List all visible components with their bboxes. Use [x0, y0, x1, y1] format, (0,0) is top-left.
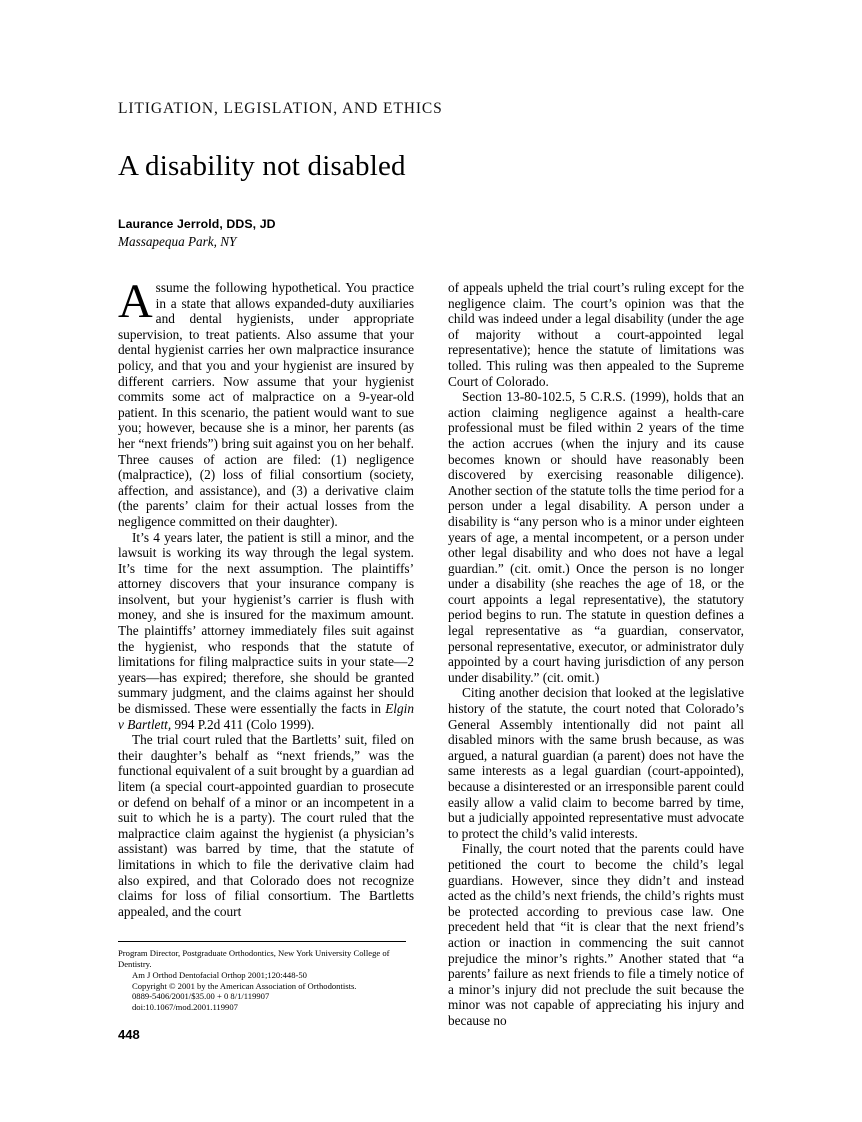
paragraph-text: It’s 4 years later, the patient is still a minor, and the lawsuit is working its way through the legal system. It’s time for the next assumption. The plaintiffs’ attorney discovers that your insurance company is insolvent, but your hygienist’s carrier is flush with money, and she is insured for the maximum amount. The plaintiffs’ attorney immediately files suit against the hygienist, who responds that the statute of limitations for filing malpractice suits in your state—2 years—has expired; therefore, she should be granted summary judgment, and the claims against her should be dismissed. These were essentially the facts in — [118, 529, 414, 717]
footnote-line: 0889-5406/2001/$35.00 + 0 8/1/119907 — [132, 991, 270, 1002]
left-column — [118, 275, 414, 1042]
drop-cap: A — [118, 275, 153, 328]
footnote-line: doi:10.1067/mod.2001.119907 — [132, 1002, 238, 1013]
paragraph — [448, 280, 744, 389]
paragraph-text: ssume the following hypothetical. You practice in a state that allows expanded-duty auxiliaries and dental hygienists, under appropriate supervision, to treat patients. Also assume that your dental hygienist carries her own malpractice insurance policy, and that you and your hygienist are insured by different carriers. Now assume that your hygienist commits some act of malpractice on a 9-year-old patient. In this scenario, the patient would want to sue you; however, because she is a minor, her parents (as her “next friends”) bring suit against you on her behalf. Three causes of action are filed: (1) negligence (malpractice), (2) loss of filial consortium (society, affection, and assistance), and (3) a derivative claim (the parents’ claim for their actual losses from the negligence committed on their daughter). — [118, 280, 414, 529]
paragraph-text-after: 994 P.2d 411 (Colo 1999). — [171, 716, 315, 732]
paragraph — [448, 841, 744, 1028]
footnote-line: Am J Orthod Dentofacial Orthop 2001;120:448-50 — [132, 969, 307, 980]
two-column-body — [118, 275, 744, 1042]
page-title: A disability not disabled — [118, 150, 406, 182]
section-header: LITIGATION, LEGISLATION, AND ETHICS — [118, 100, 443, 117]
paragraph-text: Section 13-80-102.5, 5 C.R.S. (1999), holds that an action claiming negligence against a health-care professional must be filed within 2 years of the time the action accrues (when the injury and its cause becomes known or should have reasonably been discovered by exercising reasonable diligence). Another section of the statute tolls the time period for a person under a legal disability. A person under a disability is “any person who is a minor under eighteen years of age, a mental incompetent, or a person under other legal disability and who does not have a legal guardian.” (cit. omit.) Once the person is no longer under a disability (she reaches the age of 18, or the court appoints a legal representative), the statutory period begins to run. The statute in question defines a legal representative as “a guardian, conservator, personal representative, executor, or administrator duly appointed by a court having jurisdiction of any person under disability.” (cit. omit.) — [448, 389, 744, 685]
paragraph-text: Finally, the court noted that the parents could have petitioned the court to become the child’s legal guardians. However, since they didn’t and instead acted as the child’s next friends, the child’s rights must be protected according to previous case law. One precedent held that “it is clear that the next friend’s action or inaction in commencing the suit cannot prejudice the minor’s rights.” Another stated that “a parents’ failure as next friends to file a timely notice of a minor’s injury did not preclude the suit because the minor was not capable of appreciating his injury and because no — [448, 841, 744, 1028]
paragraph — [448, 685, 744, 841]
author-affiliation: Massapequa Park, NY — [118, 234, 237, 249]
case-citation-italic: Elgin v Bartlett, — [118, 701, 414, 732]
footnote-line: Program Director, Postgraduate Orthodontics, New York University College of Dentistry. — [118, 948, 390, 969]
paragraph-text: Citing another decision that looked at the legislative history of the statute, the court noted that Colorado’s General Assembly intentionally did not paint all disabled minors with the same brush because, as was argued, a natural guardian (a parent) does not have the same interests as a legal guardian (court-appointed), because a disinterested or an irresponsible parent could easily allow a valid claim to become barred by time, but a judicially appointed representative must advocate to protect the child’s valid interests. — [448, 685, 744, 841]
author-name: Laurance Jerrold, DDS, JD — [118, 217, 276, 231]
paragraph — [118, 732, 414, 919]
footnote-line: Copyright © 2001 by the American Association of Orthodontists. — [132, 980, 357, 991]
paragraph — [118, 530, 414, 733]
article-content — [118, 100, 744, 1042]
paragraph — [448, 389, 744, 685]
footnote-block — [118, 941, 406, 1012]
paragraph-text: The trial court ruled that the Bartletts’ suit, filed on their daughter’s behalf as “next friends,” was the functional equivalent of a suit brought by a guardian ad litem (a special court-appointed guardian to prosecute or defend on behalf of a minor or an incompetent in a suit to which he is a party). The court ruled that the malpractice claim against the hygienist (a physician’s assistant) was barred by time, that the statute of limitations in which to file the derivative claim had also expired, and that Colorado does not recognize claims for loss of filial consortium. The Bartletts appealed, and the court — [118, 732, 414, 919]
right-column — [448, 280, 744, 1029]
paragraph-intro — [118, 275, 414, 530]
paragraph-text: of appeals upheld the trial court’s ruling except for the negligence claim. The court’s opinion was that the child was indeed under a legal disability (under the age of majority without a court-appointed legal representative); hence the statute of limitations was tolled. This ruling was then appealed to the Supreme Court of Colorado. — [448, 280, 744, 389]
page-number: 448 — [118, 1026, 140, 1042]
